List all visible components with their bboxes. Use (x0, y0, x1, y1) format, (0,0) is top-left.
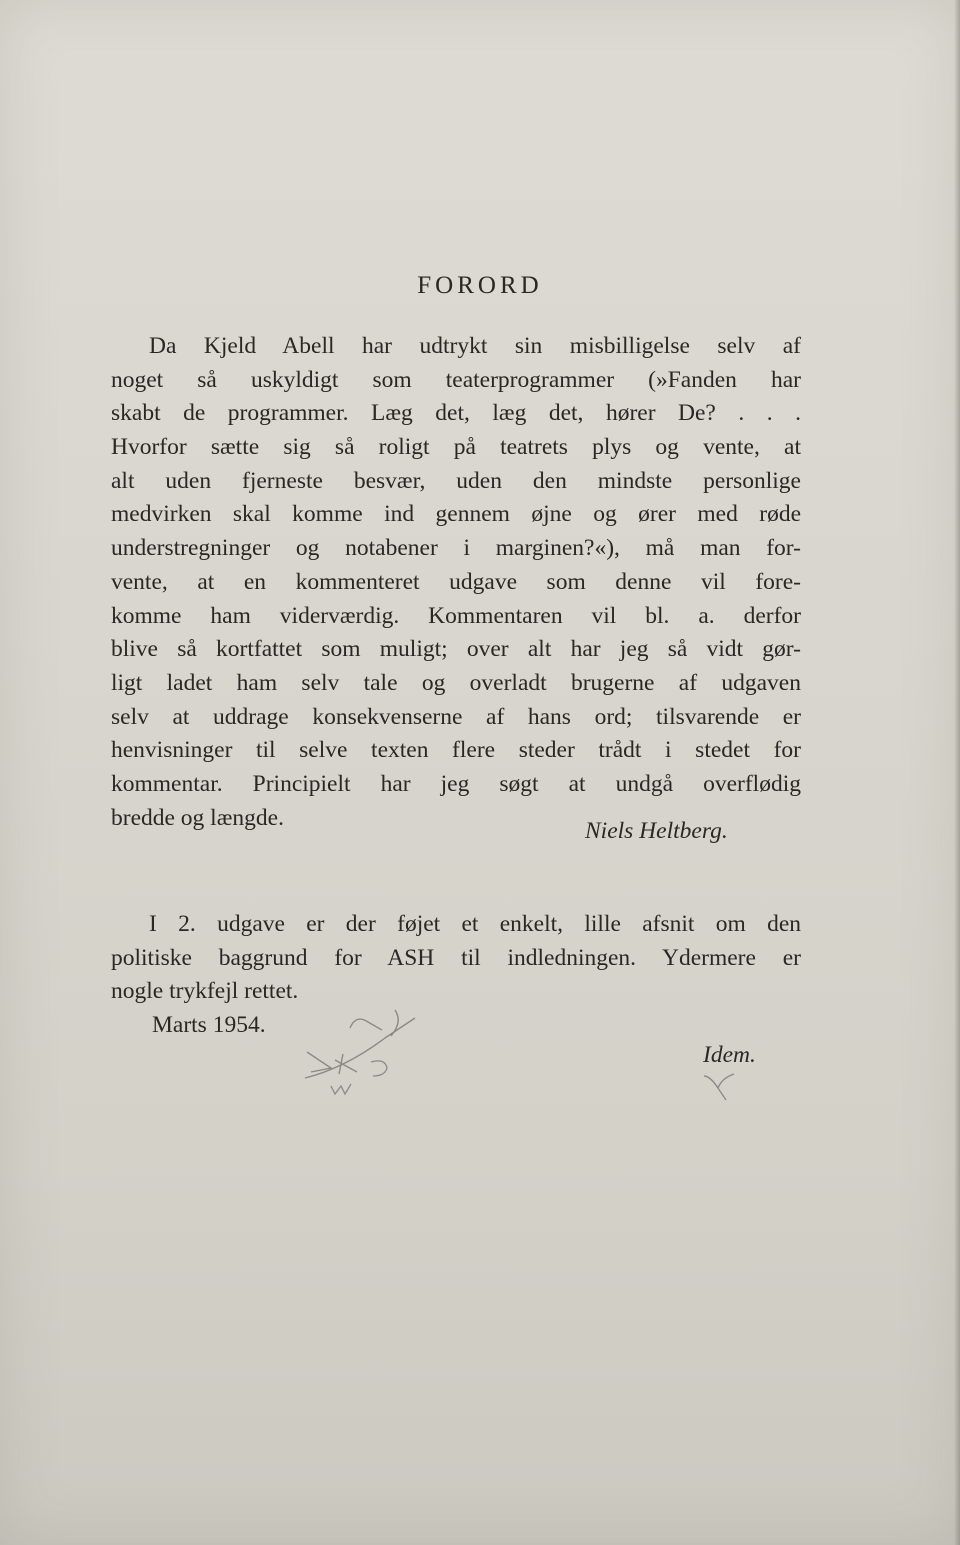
pencil-check-icon (700, 1070, 740, 1104)
text-line: understregninger og notabener i marginen?«), må man for- (111, 535, 801, 562)
pencil-scribble-icon (295, 990, 435, 1100)
text-line: bredde og længde. (111, 804, 284, 831)
edition-date: Marts 1954. (152, 1012, 266, 1038)
text-line: skabt de programmer. Læg det, læg det, hører De? . . . (111, 400, 801, 427)
page-edge-shadow (954, 0, 960, 1545)
text-line: ligt ladet ham selv tale og overladt brugerne af udgaven (111, 669, 801, 696)
second-edition-note (111, 908, 801, 1009)
page-title: FORORD (417, 272, 543, 299)
second-edition-signature: Idem. (703, 1042, 756, 1068)
text-line: Hvorfor sætte sig så roligt på teatrets plys og vente, at (111, 434, 801, 461)
text-line: politiske baggrund for ASH til indledningen. Ydermere er (111, 944, 801, 971)
foreword-paragraph (111, 330, 801, 835)
text-line: Da Kjeld Abell har udtrykt sin misbilligelse selv af (149, 333, 801, 359)
text-line: komme ham viderværdig. Kommentaren vil bl. a. derfor (111, 602, 801, 629)
text-line: I 2. udgave er der føjet et enkelt, lille afsnit om den (149, 911, 801, 937)
text-line: kommentar. Principielt har jeg søgt at undgå overflødig (111, 770, 801, 797)
text-line: noget så uskyldigt som teaterprogrammer (»Fanden har (111, 366, 801, 393)
text-line: henvisninger til selve texten flere steder trådt i stedet for (111, 737, 801, 764)
text-line: alt uden fjerneste besvær, uden den mindste personlige (111, 467, 801, 494)
text-line: nogle trykfejl rettet. (111, 978, 299, 1005)
text-line: selv at uddrage konsekvenserne af hans ord; tilsvarende er (111, 703, 801, 730)
foreword-signature: Niels Heltberg. (585, 818, 728, 844)
text-line: blive så kortfattet som muligt; over alt har jeg så vidt gør- (111, 636, 801, 663)
text-line: vente, at en kommenteret udgave som denne vil fore- (111, 568, 801, 595)
text-line: medvirken skal komme ind gennem øjne og ører med røde (111, 501, 801, 528)
